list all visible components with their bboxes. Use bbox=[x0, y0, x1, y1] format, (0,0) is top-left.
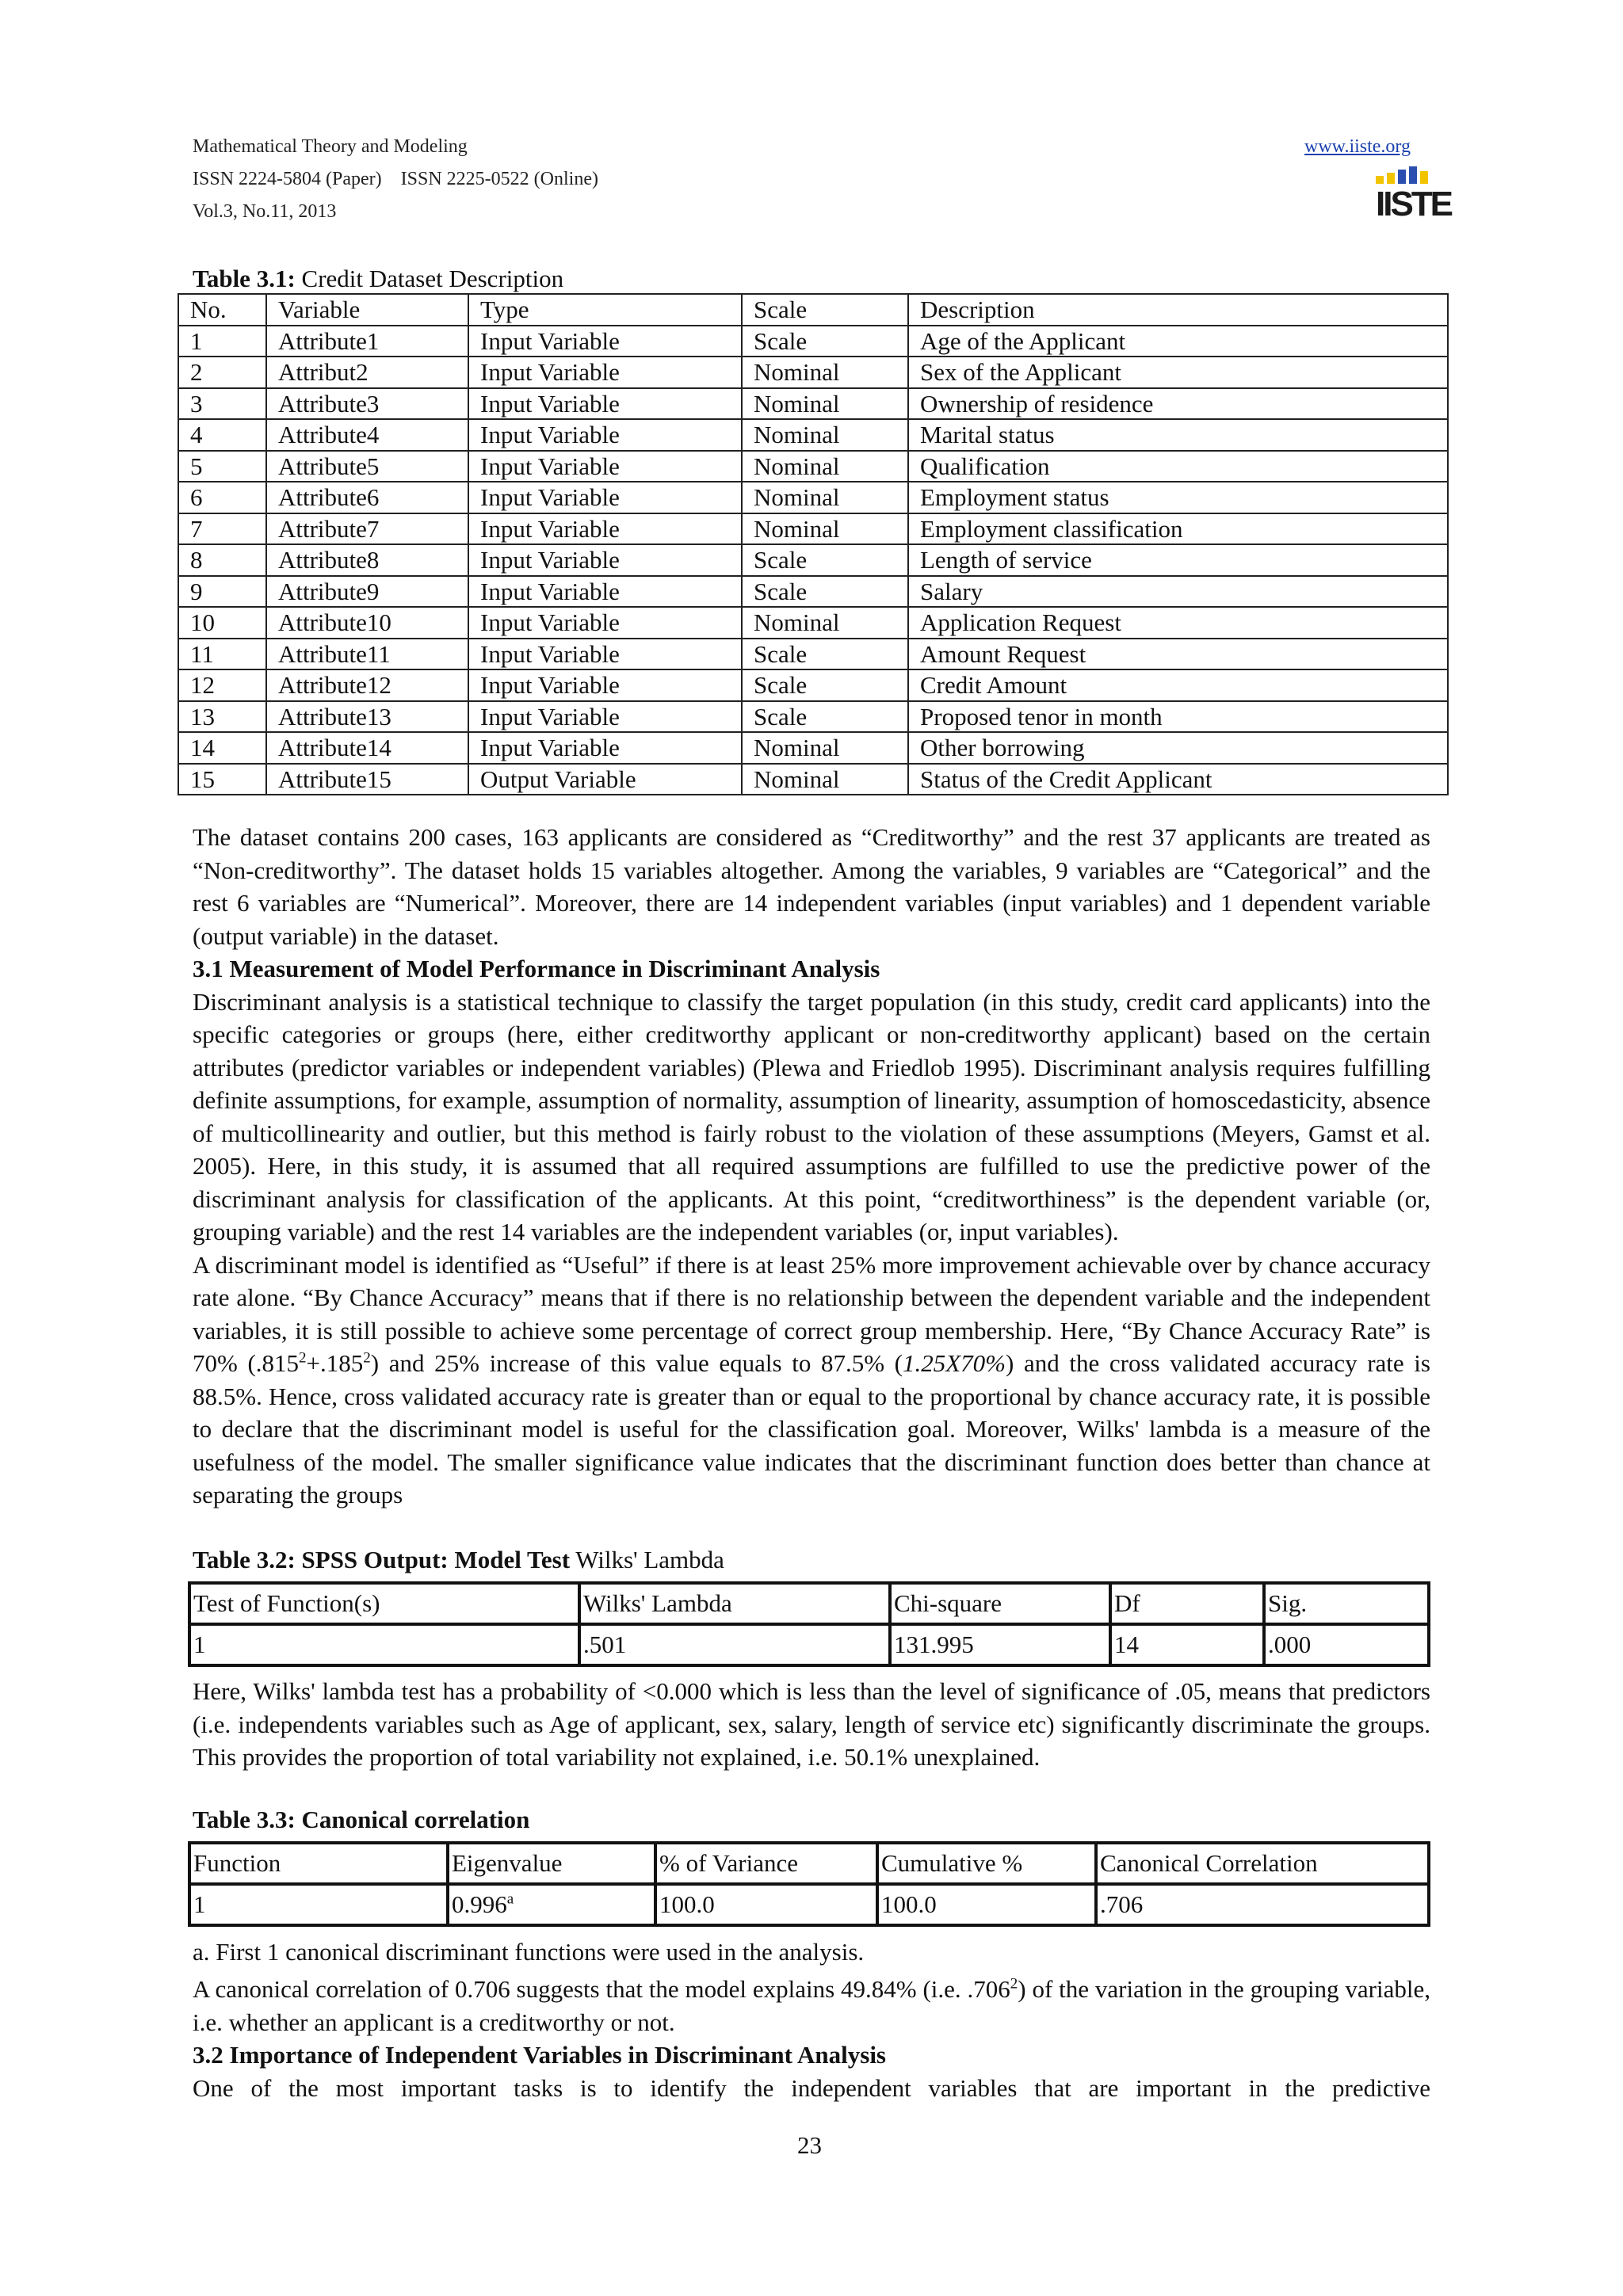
table1-cell: Input Variable bbox=[468, 451, 742, 482]
canonical-sup: 2 bbox=[1010, 1975, 1018, 1993]
table1-cell: Scale bbox=[742, 544, 908, 576]
table1-caption bbox=[193, 265, 563, 293]
table1-cell: Attribute8 bbox=[266, 544, 468, 576]
table1-cell: 8 bbox=[178, 544, 266, 576]
journal-url-link[interactable]: www.iiste.org bbox=[1304, 136, 1411, 157]
table1-cell: Input Variable bbox=[468, 607, 742, 639]
table1-header-cell: Variable bbox=[266, 294, 468, 326]
table1-cell: Attribute1 bbox=[266, 326, 468, 357]
table1-cell: Attribute9 bbox=[266, 576, 468, 608]
table1-header-cell: Description bbox=[908, 294, 1448, 326]
table-row bbox=[178, 544, 1448, 576]
table1-cell: Input Variable bbox=[468, 701, 742, 733]
table2-header-cell: Test of Function(s) bbox=[189, 1583, 579, 1624]
table1-cell: Scale bbox=[742, 576, 908, 608]
table3-cell-function: 1 bbox=[189, 1884, 448, 1925]
table2-cell: 14 bbox=[1110, 1624, 1264, 1665]
table1-cell: Attribute5 bbox=[266, 451, 468, 482]
table1-cell: 15 bbox=[178, 764, 266, 795]
table2-cell: .501 bbox=[579, 1624, 890, 1665]
table-row bbox=[178, 357, 1448, 388]
table2-cell: .000 bbox=[1264, 1624, 1429, 1665]
table1-cell: Input Variable bbox=[468, 639, 742, 670]
table1-cell: Scale bbox=[742, 639, 908, 670]
table1-cell: Input Variable bbox=[468, 513, 742, 545]
table1-cell: Amount Request bbox=[908, 639, 1448, 670]
table-row bbox=[178, 764, 1448, 795]
table1-header-cell: No. bbox=[178, 294, 266, 326]
table1-cell: Attribute13 bbox=[266, 701, 468, 733]
dataset-paragraph-block bbox=[193, 821, 1430, 1512]
table1-cell: 2 bbox=[178, 357, 266, 388]
table3-caption: Table 3.3: Canonical correlation bbox=[193, 1806, 530, 1833]
wilks-lambda-table bbox=[188, 1581, 1430, 1667]
table1-cell: Proposed tenor in month bbox=[908, 701, 1448, 733]
importance-paragraph: One of the most important tasks is to identify the independent variables that are important in the predictive bbox=[193, 2073, 1430, 2102]
table-row bbox=[178, 669, 1448, 701]
table1-cell: Ownership of residence bbox=[908, 388, 1448, 420]
table2-header-cell: Sig. bbox=[1264, 1583, 1429, 1624]
table1-cell: Employment status bbox=[908, 482, 1448, 513]
table1-cell: Employment classification bbox=[908, 513, 1448, 545]
useful-math: 1.25X70% bbox=[903, 1349, 1006, 1377]
table1-cell: 1 bbox=[178, 326, 266, 357]
table-row bbox=[178, 388, 1448, 420]
table-row bbox=[178, 732, 1448, 764]
table1-cell: Salary bbox=[908, 576, 1448, 608]
table3-cell-variance: 100.0 bbox=[655, 1884, 877, 1925]
table3-cell-cumulative: 100.0 bbox=[877, 1884, 1096, 1925]
table3-header-cell: % of Variance bbox=[655, 1843, 877, 1884]
table1-header-cell: Scale bbox=[742, 294, 908, 326]
table1-cell: 13 bbox=[178, 701, 266, 733]
volume-line: Vol.3, No.11, 2013 bbox=[193, 201, 337, 222]
table2-header-cell: Chi-square bbox=[890, 1583, 1110, 1624]
canonical-correlation-table bbox=[188, 1841, 1430, 1927]
table1-cell: Attribute12 bbox=[266, 669, 468, 701]
canonical-paragraph bbox=[193, 1973, 1430, 2039]
journal-name: Mathematical Theory and Modeling bbox=[193, 136, 468, 157]
table2-header-cell: Df bbox=[1110, 1583, 1264, 1624]
table1-cell: 7 bbox=[178, 513, 266, 545]
table1-cell: Attribute11 bbox=[266, 639, 468, 670]
table1-cell: Input Variable bbox=[468, 576, 742, 608]
table1-cell: 6 bbox=[178, 482, 266, 513]
table1-cell: Length of service bbox=[908, 544, 1448, 576]
page-number: 23 bbox=[797, 2131, 822, 2159]
table1-cell: Attribute7 bbox=[266, 513, 468, 545]
table3-header-cell: Canonical Correlation bbox=[1096, 1843, 1429, 1884]
table1-cell: 12 bbox=[178, 669, 266, 701]
wilks-paragraph-block bbox=[193, 1675, 1430, 1774]
useful-text-3: ) and 25% increase of this value equals to 87.5% ( bbox=[370, 1349, 903, 1377]
table1-cell: Qualification bbox=[908, 451, 1448, 482]
table1-cell: 10 bbox=[178, 607, 266, 639]
table-row bbox=[178, 451, 1448, 482]
table1-cell: Attribute6 bbox=[266, 482, 468, 513]
table1-cell: Attribute3 bbox=[266, 388, 468, 420]
table-row bbox=[178, 639, 1448, 670]
table1-cell: Input Variable bbox=[468, 326, 742, 357]
table1-header-cell: Type bbox=[468, 294, 742, 326]
table1-cell: 9 bbox=[178, 576, 266, 608]
table1-cell: Attribute14 bbox=[266, 732, 468, 764]
table1-cell: Nominal bbox=[742, 482, 908, 513]
section-3-2-heading: 3.2 Importance of Independent Variables in Discriminant Analysis bbox=[193, 2041, 886, 2069]
table-row bbox=[178, 482, 1448, 513]
useful-model-paragraph bbox=[193, 1249, 1430, 1512]
table2-header-row bbox=[189, 1583, 1429, 1624]
table1-cell: Nominal bbox=[742, 451, 908, 482]
table1-caption-label: Table 3.1: bbox=[193, 265, 296, 292]
table1-cell: Input Variable bbox=[468, 357, 742, 388]
logo-bars-icon bbox=[1376, 166, 1433, 184]
logo-text: IISTE bbox=[1376, 185, 1452, 223]
table1-cell: Status of the Credit Applicant bbox=[908, 764, 1448, 795]
table3-cell-canonical: .706 bbox=[1096, 1884, 1429, 1925]
table-row bbox=[178, 513, 1448, 545]
table1-cell: Input Variable bbox=[468, 388, 742, 420]
wilks-paragraph: Here, Wilks' lambda test has a probability of <0.000 which is less than the level of significance of .05, means that predictors (i.e. independents variables such as Age of applicant, sex, salary, length of service etc) significantly discriminate the groups. This provides the proportion of total variability not explained, i.e. 50.1% unexplained. bbox=[193, 1677, 1430, 1771]
table1-cell: Input Variable bbox=[468, 482, 742, 513]
table1-cell: Sex of the Applicant bbox=[908, 357, 1448, 388]
table2-caption bbox=[193, 1546, 724, 1574]
table2-header-cell: Wilks' Lambda bbox=[579, 1583, 890, 1624]
iiste-logo bbox=[1376, 166, 1452, 225]
table2-cell: 131.995 bbox=[890, 1624, 1110, 1665]
table-row bbox=[189, 1624, 1429, 1665]
table1-cell: 11 bbox=[178, 639, 266, 670]
table1-cell: Input Variable bbox=[468, 669, 742, 701]
table2-caption-text: Wilks' Lambda bbox=[570, 1546, 724, 1573]
table1-cell: Attribute4 bbox=[266, 419, 468, 451]
table1-cell: Nominal bbox=[742, 607, 908, 639]
table1-header-row bbox=[178, 294, 1448, 326]
table1-cell: Input Variable bbox=[468, 732, 742, 764]
table1-cell: Input Variable bbox=[468, 544, 742, 576]
table1-cell: Input Variable bbox=[468, 419, 742, 451]
table1-cell: Marital status bbox=[908, 419, 1448, 451]
table-row bbox=[178, 701, 1448, 733]
table1-caption-text: Credit Dataset Description bbox=[295, 265, 564, 292]
table-row bbox=[178, 419, 1448, 451]
eigenvalue-text: 0.996 bbox=[452, 1890, 507, 1918]
table1-cell: Nominal bbox=[742, 357, 908, 388]
section-3-1-heading: 3.1 Measurement of Model Performance in Discriminant Analysis bbox=[193, 955, 880, 982]
table2-caption-label: Table 3.2: SPSS Output: Model Test bbox=[193, 1546, 571, 1573]
eigenvalue-sup: a bbox=[506, 1890, 514, 1908]
useful-sup-2: 2 bbox=[363, 1349, 371, 1367]
useful-sup-1: 2 bbox=[299, 1349, 307, 1367]
table1-cell: Nominal bbox=[742, 419, 908, 451]
table3-footnote: a. First 1 canonical discriminant functions were used in the analysis. bbox=[193, 1938, 865, 1966]
table3-header-cell: Cumulative % bbox=[877, 1843, 1096, 1884]
useful-text-4: ) and the cross validated accuracy rate is 88.5%. Hence, cross validated accuracy rate is greater than or equal to the proportional by chance accuracy rate, it is possible to declare that the discriminant model is useful for the classification goal. Moreover, Wilks' lambda is a measure of the usefulness of the model. The smaller significance value indicates that the discriminant function does better than chance at separating the groups bbox=[193, 1349, 1430, 1508]
table1-cell: Scale bbox=[742, 326, 908, 357]
table1-cell: Nominal bbox=[742, 732, 908, 764]
issn-line: ISSN 2224-5804 (Paper) ISSN 2225-0522 (Online) bbox=[193, 169, 598, 189]
table1-cell: Application Request bbox=[908, 607, 1448, 639]
table3-header-cell: Function bbox=[189, 1843, 448, 1884]
table1-cell: Attribute10 bbox=[266, 607, 468, 639]
table1-cell: Scale bbox=[742, 669, 908, 701]
dataset-paragraph: The dataset contains 200 cases, 163 applicants are considered as “Creditworthy” and the rest 37 applicants are treated as “Non-creditworthy”. The dataset holds 15 variables altogether. Among the variables, 9 variables are “Categorical” and the rest 6 variables are “Numerical”. Moreover, there are 14 independent variables (input variables) and 1 dependent variable (output variable) in the dataset. bbox=[193, 823, 1430, 950]
useful-text-1: A discriminant model is identified as “Useful” if there is at least 25% more improvement achievable over by chance accuracy rate alone. “By Chance Accuracy” means that if there is no relationship between the dependent variable and the independent variables, it is still possible to achieve some percentage of correct group membership. Here, “By Chance Accuracy Rate” is 70% (.815 bbox=[193, 1250, 1430, 1377]
table-row bbox=[178, 326, 1448, 357]
table1-cell: Attribute15 bbox=[266, 764, 468, 795]
table1-cell: 5 bbox=[178, 451, 266, 482]
table3-cell-eigenvalue bbox=[448, 1884, 655, 1925]
table1-cell: Credit Amount bbox=[908, 669, 1448, 701]
discriminant-paragraph: Discriminant analysis is a statistical technique to classify the target population (in this study, credit card applicants) into the specific categories or groups (here, either creditworthy applicant or non-creditworthy applicant) based on the certain attributes (predictor variables or independent variables) (Plewa and Friedlob 1995). Discriminant analysis requires fulfilling definite assumptions, for example, assumption of normality, assumption of linearity, assumption of homoscedasticity, absence of multicollinearity and outlier, but this method is fairly robust to the violation of these assumptions (Meyers, Gamst et al. 2005). Here, in this study, it is assumed that all required assumptions are fulfilled to use the predictive power of the discriminant analysis for classification of the applicants. At this point, “creditworthiness” is the dependent variable (or, grouping variable) and the rest 14 variables are the independent variables (or, input variables). bbox=[193, 987, 1430, 1245]
table2-cell: 1 bbox=[189, 1624, 579, 1665]
table1-cell: 14 bbox=[178, 732, 266, 764]
table1-cell: Nominal bbox=[742, 513, 908, 545]
table1-cell: Attribut2 bbox=[266, 357, 468, 388]
table1-cell: Age of the Applicant bbox=[908, 326, 1448, 357]
table1-cell: 3 bbox=[178, 388, 266, 420]
table1-cell: Scale bbox=[742, 701, 908, 733]
credit-dataset-table bbox=[178, 293, 1449, 795]
table3-header-cell: Eigenvalue bbox=[448, 1843, 655, 1884]
table1-cell: 4 bbox=[178, 419, 266, 451]
canonical-text-2: ) of the variation in the grouping variable, i.e. whether an applicant is a creditworthy or not. bbox=[193, 1975, 1430, 2036]
table3-header-row bbox=[189, 1843, 1429, 1884]
table1-cell: Nominal bbox=[742, 388, 908, 420]
canonical-text-1: A canonical correlation of 0.706 suggests that the model explains 49.84% (i.e. .706 bbox=[193, 1975, 1010, 2003]
canonical-paragraph-block bbox=[193, 1973, 1430, 2104]
table3-row bbox=[189, 1884, 1429, 1925]
table1-cell: Nominal bbox=[742, 764, 908, 795]
table-row bbox=[178, 576, 1448, 608]
useful-text-2: +.185 bbox=[306, 1349, 364, 1377]
table1-cell: Output Variable bbox=[468, 764, 742, 795]
table1-cell: Other borrowing bbox=[908, 732, 1448, 764]
table-row bbox=[178, 607, 1448, 639]
